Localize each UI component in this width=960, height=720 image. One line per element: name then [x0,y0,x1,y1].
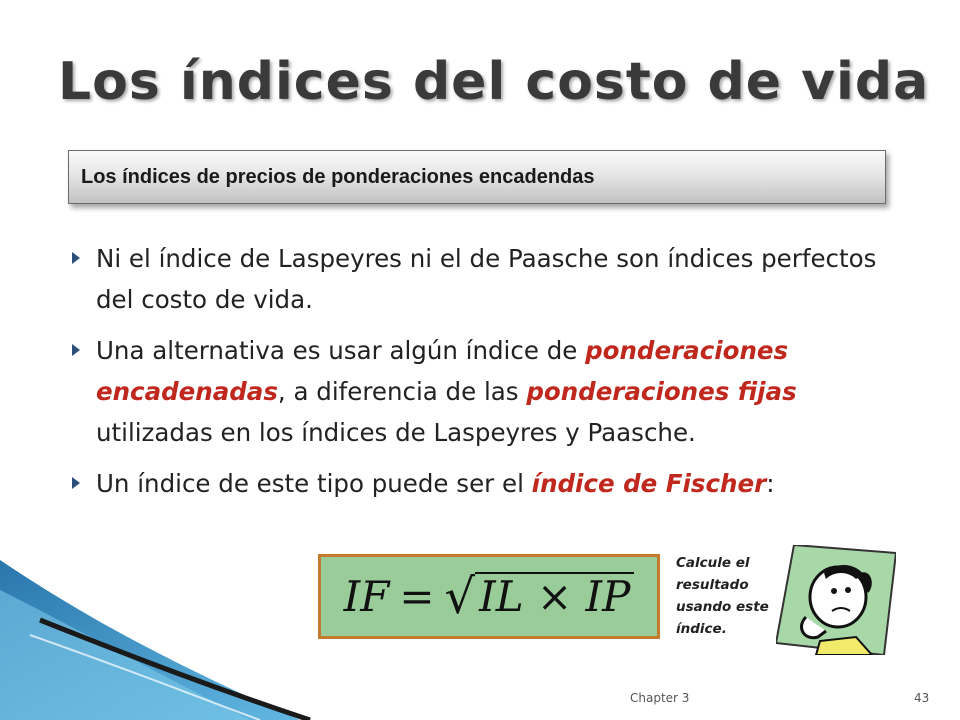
calculation-note: Calcule el resultado usando este índice. [676,555,769,637]
subtitle-text: Los índices de precios de ponderaciones encadendas [81,165,595,188]
bullet-text: Ni el índice de Laspeyres ni el de Paasche son índices perfectos del costo de vida. [96,244,877,314]
highlighted-term: ponderaciones encadenadas [96,336,789,406]
bullet-list [60,238,910,514]
footer-page-number: 43 [914,691,930,705]
formula-lhs: IF [343,572,390,621]
highlighted-term: ponderaciones fijas [526,377,797,406]
highlighted-term: índice de Fischer [531,469,767,498]
footer-chapter: Chapter 3 [630,691,690,705]
bullet-item [60,330,910,453]
formula-radicand: IL × IP [475,572,634,620]
triangle-arrow-icon [72,252,80,264]
formula-sqrt [444,568,635,625]
triangle-arrow-icon [72,344,80,356]
bullet-text: : [766,469,775,498]
bullet-text: Una alternativa es usar algún índice de [96,336,586,365]
triangle-arrow-icon [72,477,80,489]
radical-sign: √ [444,568,476,625]
slide-title: Los índices del costo de vida [58,52,930,112]
bullet-item [60,238,910,320]
bullet-item [60,463,910,504]
bullet-text: utilizadas en los índices de Laspeyres y Paasche. [96,418,696,447]
bullet-text: Un índice de este tipo puede ser el [96,469,532,498]
formula-box [318,554,660,639]
bullet-text: , a diferencia de las [277,377,527,406]
fischer-formula [343,568,635,625]
subtitle-box [68,150,886,204]
formula-equals: = [399,572,435,621]
thinking-man-clipart [776,545,896,655]
decorative-swoosh [0,560,330,720]
